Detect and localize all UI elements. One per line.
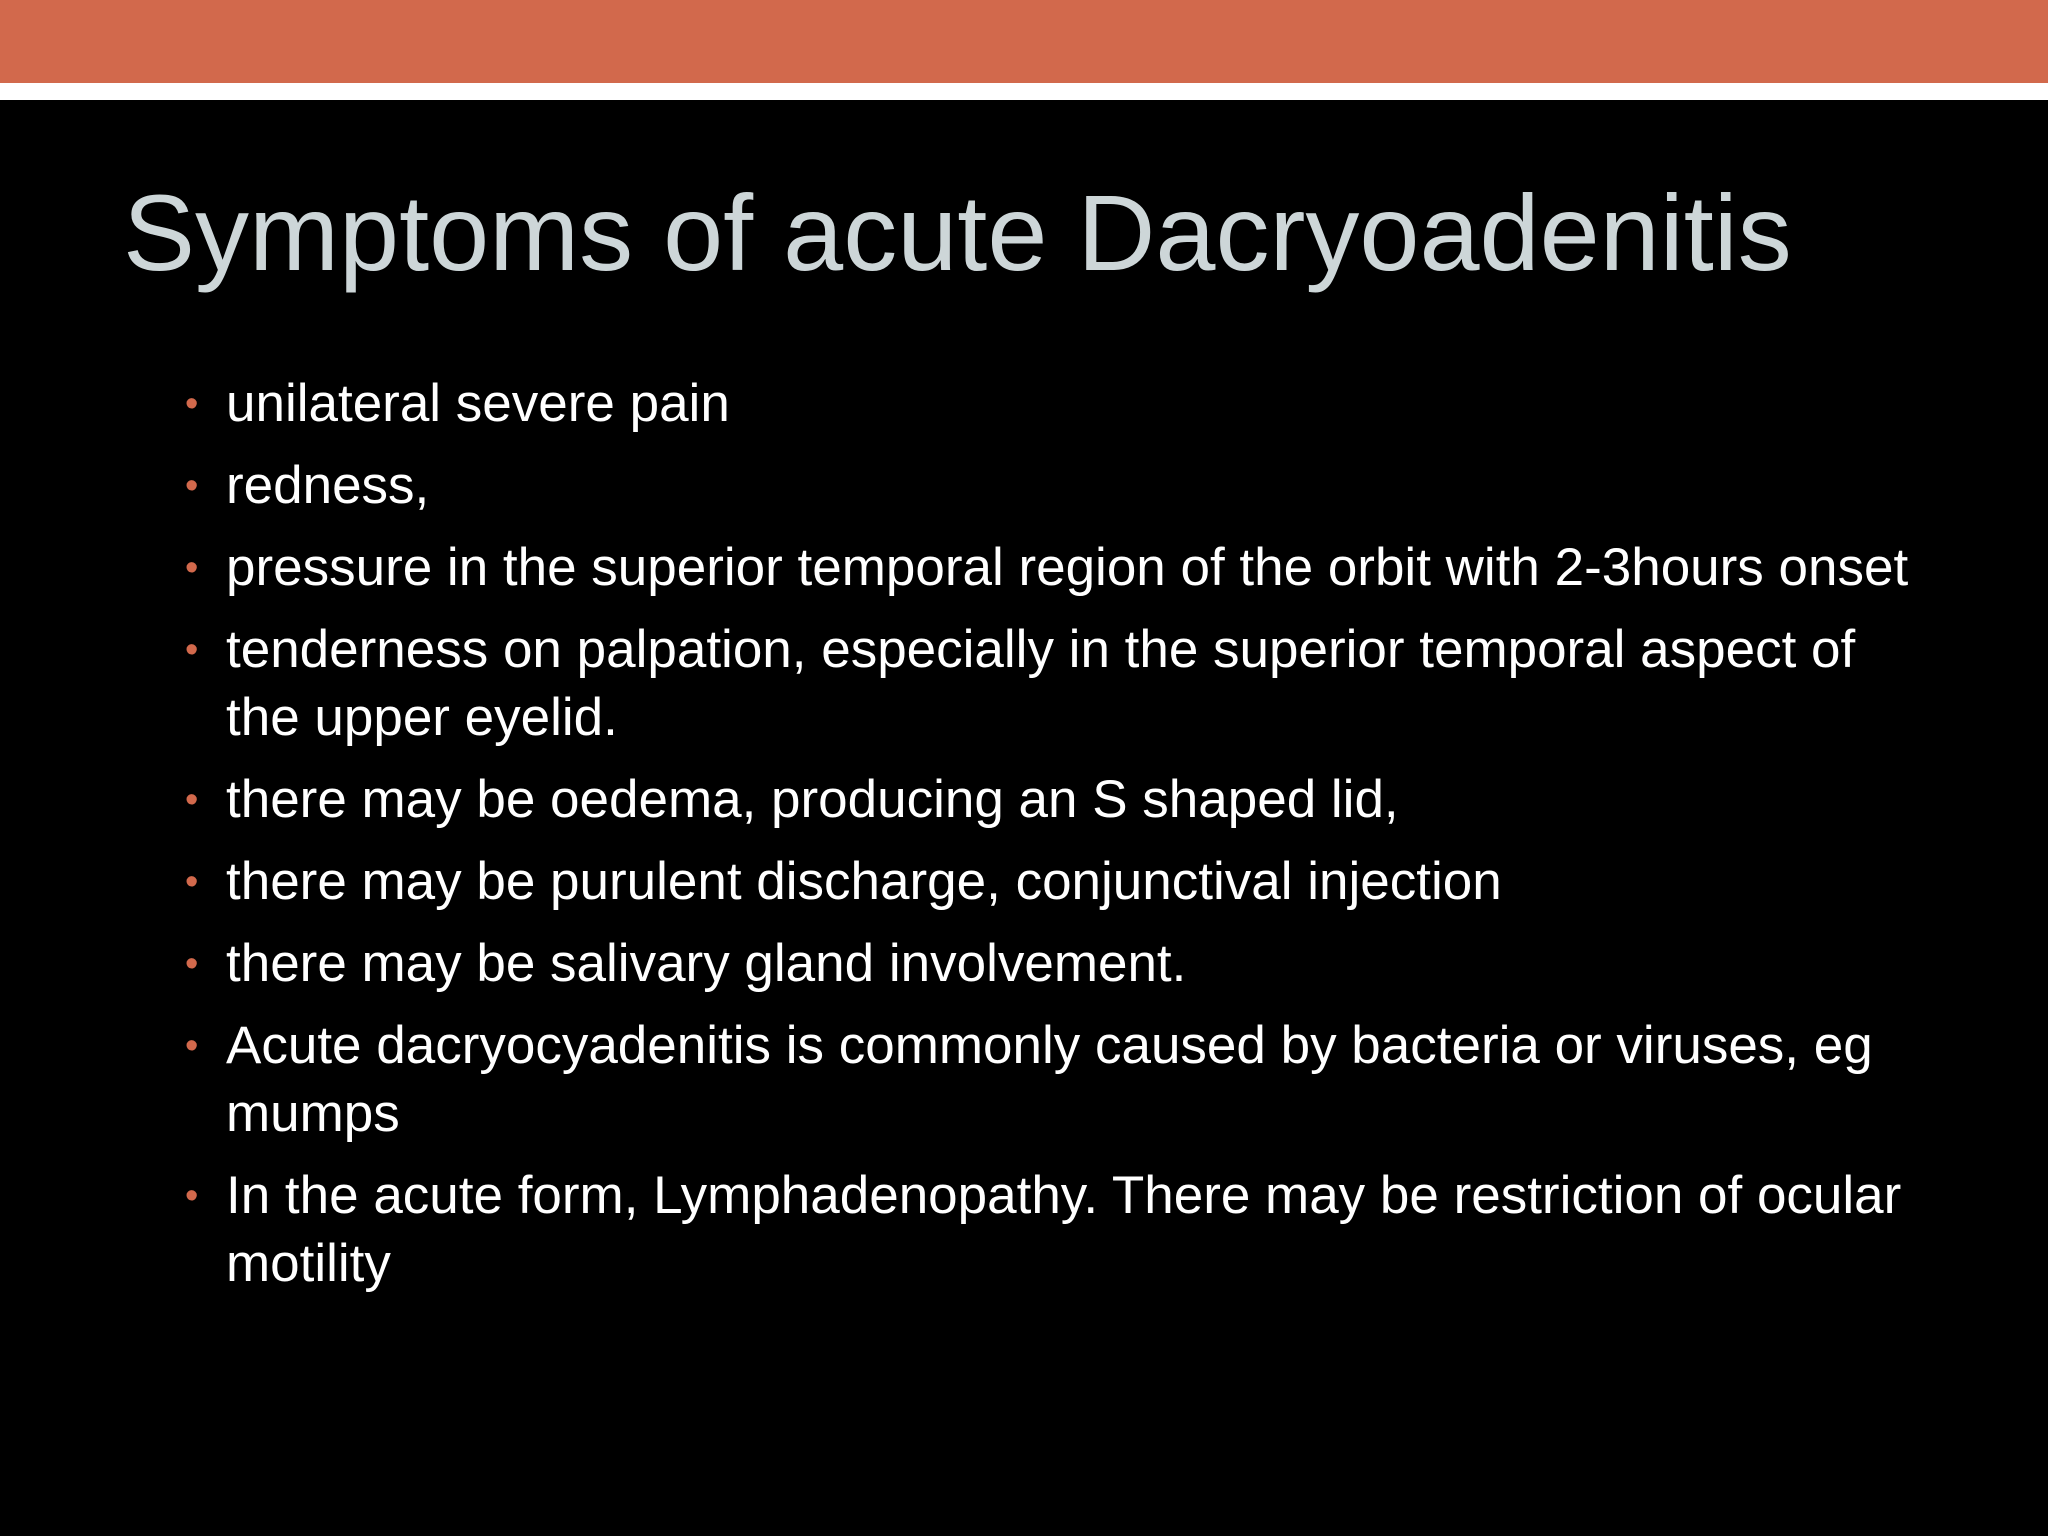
bullet-item <box>182 930 1942 998</box>
bullet-icon: • <box>185 861 199 903</box>
bullet-item <box>182 1162 1942 1298</box>
bullet-item <box>182 848 1942 916</box>
bullet-item <box>182 370 1942 438</box>
bullet-item <box>182 452 1942 520</box>
bullet-icon: • <box>185 1025 199 1067</box>
accent-divider <box>0 83 2048 100</box>
bullet-text: unilateral severe pain <box>226 374 730 433</box>
slide-title: Symptoms of acute Dacryoadenitis <box>123 172 1792 293</box>
bullet-icon: • <box>185 629 199 671</box>
bullet-text: Acute dacryocyadenitis is commonly caused by bacteria or viruses, eg mumps <box>226 1016 1873 1143</box>
bullet-icon: • <box>185 383 199 425</box>
bullet-text: there may be purulent discharge, conjunctival injection <box>226 852 1502 911</box>
bullet-item <box>182 766 1942 834</box>
bullet-text: there may be oedema, producing an S shaped lid, <box>226 770 1399 829</box>
bullet-icon: • <box>185 465 199 507</box>
bullet-text: tenderness on palpation, especially in the superior temporal aspect of the upper eyelid. <box>226 620 1856 747</box>
bullet-icon: • <box>185 779 199 821</box>
bullet-text: redness, <box>226 456 430 515</box>
accent-bar <box>0 0 2048 83</box>
bullet-icon: • <box>185 943 199 985</box>
bullet-text: pressure in the superior temporal region of the orbit with 2-3hours onset <box>226 538 1909 597</box>
bullet-text: there may be salivary gland involvement. <box>226 934 1187 993</box>
bullet-item <box>182 1012 1942 1148</box>
bullet-icon: • <box>185 547 199 589</box>
bullet-text: In the acute form, Lymphadenopathy. There may be restriction of ocular motility <box>226 1166 1902 1293</box>
bullet-icon: • <box>185 1175 199 1217</box>
bullet-item <box>182 616 1942 752</box>
bullet-list <box>182 370 1942 1312</box>
bullet-item <box>182 534 1942 602</box>
